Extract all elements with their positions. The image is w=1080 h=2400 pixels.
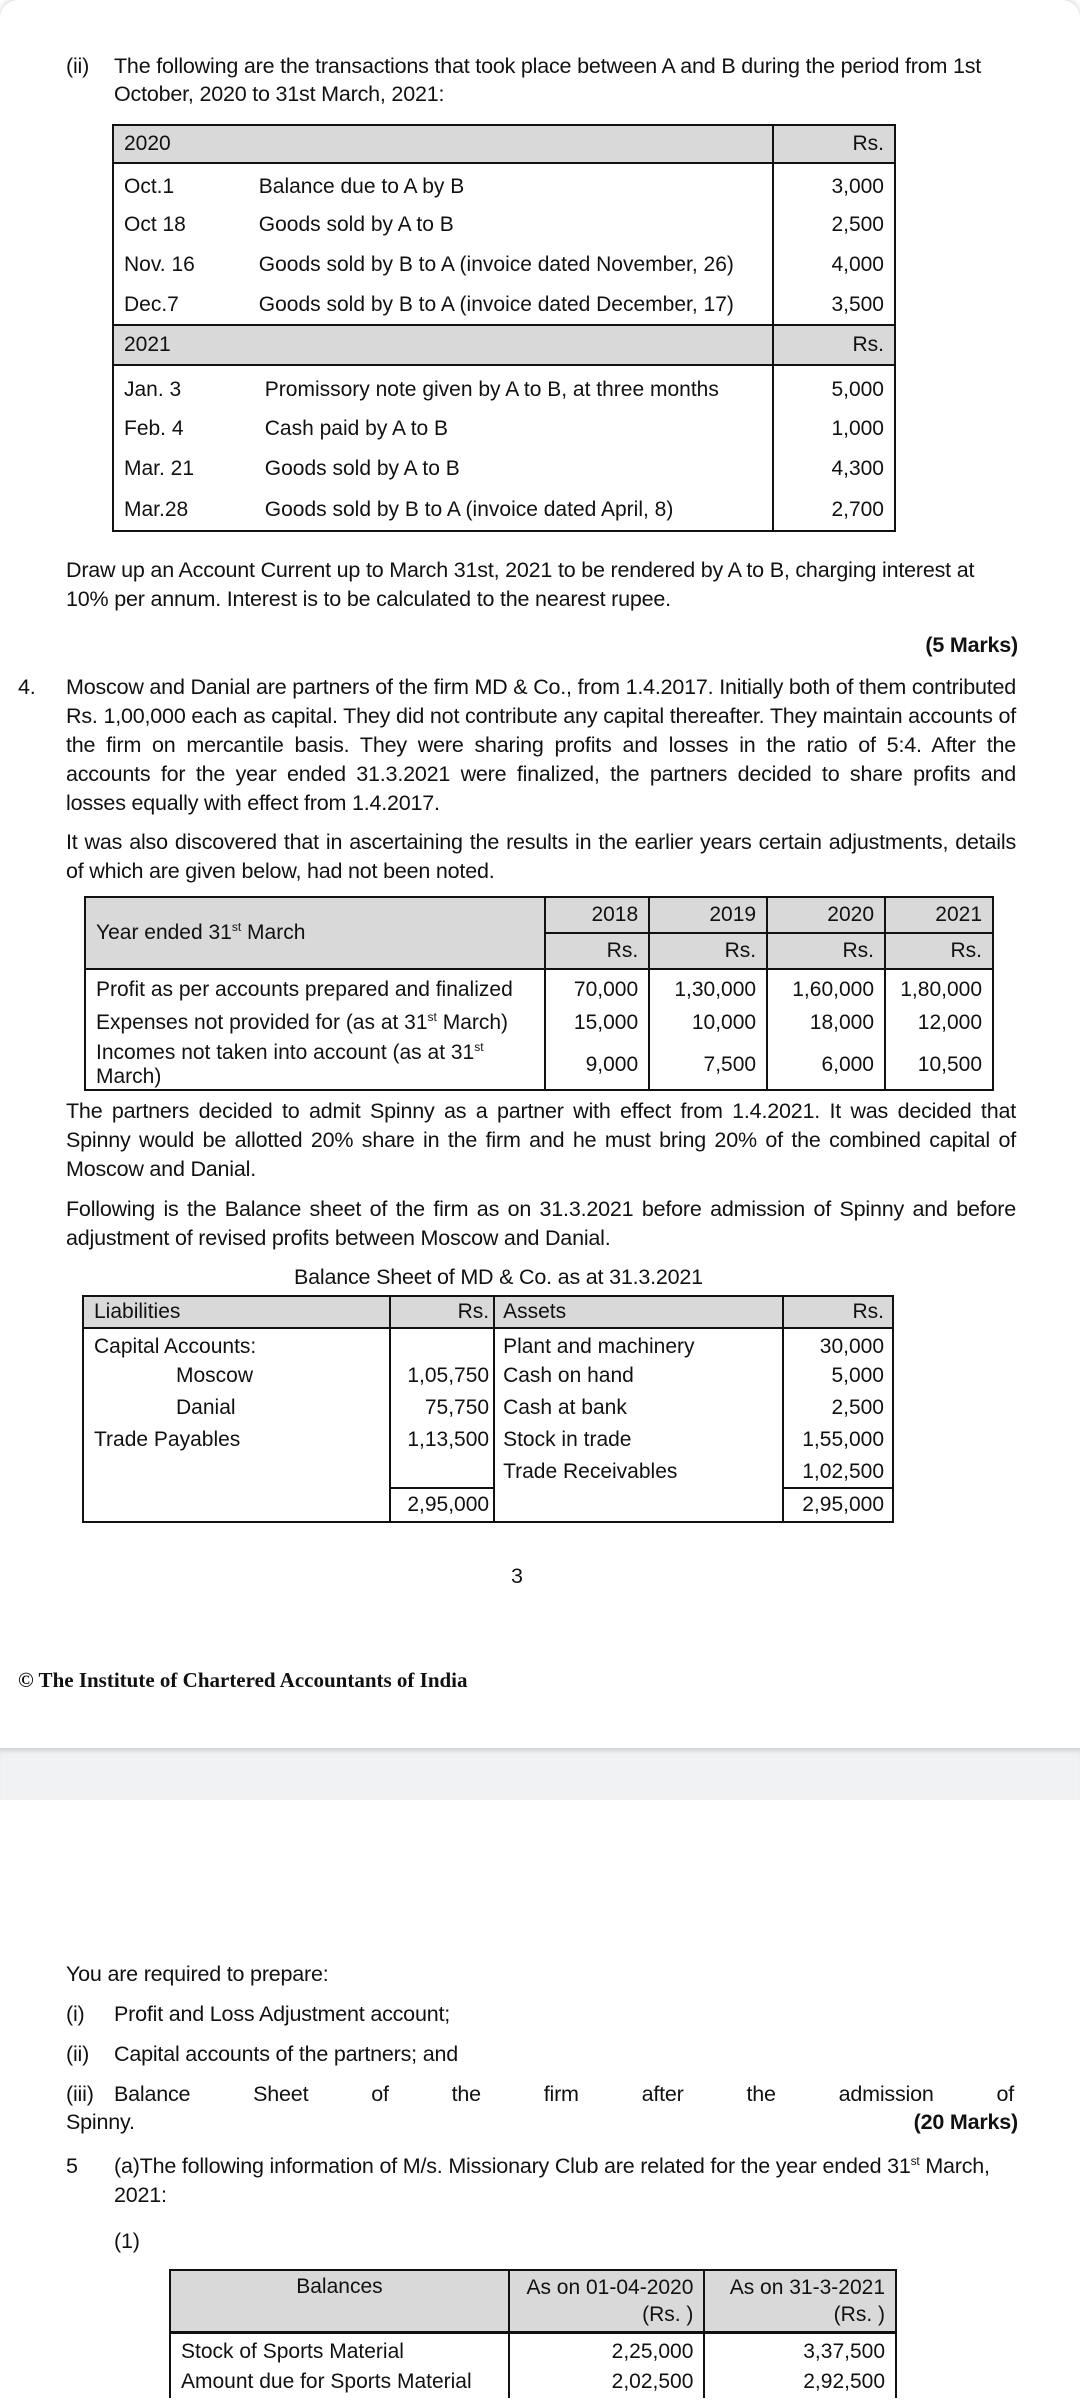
q3ii-intro-line1: The following are the transactions that took place between A and B during the period from 1st xyxy=(114,54,982,78)
q5-intro-line2: 2021: xyxy=(114,2183,167,2207)
adj-header-label: Year ended 31st March xyxy=(85,897,545,969)
bs-total-row xyxy=(83,1488,893,1522)
table-row xyxy=(83,1360,893,1392)
liabilities-header: Liabilities xyxy=(83,1296,390,1328)
asset-amount: 2,500 xyxy=(783,1392,893,1424)
req-text-ii: Capital accounts of the partners; and xyxy=(114,2042,458,2066)
row-desc: Goods sold by B to A (invoice dated December, 17) xyxy=(258,292,734,316)
row-value: 10,000 xyxy=(649,1005,767,1041)
req-label-ii: (ii) xyxy=(66,2042,90,2066)
q5-intro-line1: (a)The following information of M/s. Missionary Club are related for the year ended 31st March, xyxy=(114,2153,990,2178)
row-date: Mar. 21 xyxy=(113,449,255,489)
row-label: Incomes not taken into account (as at 31st March) xyxy=(85,1041,545,1090)
assets-unit: Rs. xyxy=(783,1296,893,1328)
row-value: 10,500 xyxy=(885,1041,993,1090)
row-desc: Balance due to A by B xyxy=(258,174,465,198)
row-amount: 2,500 xyxy=(773,205,895,245)
row-amount: 3,000 xyxy=(773,163,895,205)
adj-row-expenses xyxy=(85,1005,993,1041)
q4-marks: (20 Marks) xyxy=(913,2110,1018,2134)
liability-label: Danial xyxy=(83,1392,390,1424)
adjustments-table xyxy=(84,896,994,1091)
row-amount: 2,700 xyxy=(773,489,895,531)
year-2019: 2019 xyxy=(649,897,767,933)
section-header-2021 xyxy=(113,325,895,365)
row-value: 7,500 xyxy=(649,1041,767,1090)
row-desc: Goods sold by A to B xyxy=(258,213,454,236)
table-row xyxy=(113,489,895,531)
unit-label: Rs. xyxy=(885,933,993,969)
unit-2020: Rs. xyxy=(773,125,895,163)
table-row xyxy=(113,163,895,205)
row-value: 1,30,000 xyxy=(649,969,767,1005)
row-desc: Goods sold by B to A (invoice dated April, 8) xyxy=(264,497,674,521)
row-date: Mar.28 xyxy=(113,489,255,531)
row-value: 3,37,500 xyxy=(704,2332,896,2366)
req-text-iii-cont: Spinny. xyxy=(66,2110,135,2134)
asset-amount: 1,55,000 xyxy=(783,1424,893,1456)
asset-amount: 30,000 xyxy=(783,1328,893,1360)
row-amount: 4,300 xyxy=(773,449,895,489)
year-2020: 2020 xyxy=(113,125,773,163)
row-label: Stock of Sports Material xyxy=(170,2332,509,2366)
row-label: Amount due for Sports Material xyxy=(170,2366,509,2398)
unit-label: Rs. xyxy=(545,933,649,969)
q3-marks: (5 Marks) xyxy=(925,633,1018,657)
table-row xyxy=(83,1392,893,1424)
row-amount: 4,000 xyxy=(773,245,895,285)
liability-amount: 75,750 xyxy=(390,1392,494,1424)
row-value: 70,000 xyxy=(545,969,649,1005)
table-row xyxy=(170,2332,896,2366)
asset-label: Plant and machinery xyxy=(494,1328,783,1360)
date-header-closing: As on 31-3-2021 xyxy=(704,2270,896,2300)
req-text-iii: Balance Sheet of the firm after the admission of xyxy=(114,2082,1014,2106)
q4-para2: It was also discovered that in ascertaining the results in the earlier years certain adjustments, details of which are given below, had not been noted. xyxy=(66,830,1016,883)
q3ii-instruction-line2: 10% per annum. Interest is to be calculated to the nearest rupee. xyxy=(66,587,671,611)
q3ii-intro-line2: October, 2020 to 31st March, 2021: xyxy=(114,82,445,106)
unit-label: (Rs. ) xyxy=(509,2300,705,2332)
row-desc: Goods sold by B to A (invoice dated November, 26) xyxy=(258,253,734,276)
row-date: Nov. 16 xyxy=(113,245,255,285)
adj-row-incomes xyxy=(85,1041,993,1090)
row-value: 15,000 xyxy=(545,1005,649,1041)
table-row xyxy=(113,245,895,285)
row-date: Feb. 4 xyxy=(113,409,255,449)
row-value: 2,92,500 xyxy=(704,2366,896,2398)
row-label: Profit as per accounts prepared and finalized xyxy=(85,969,545,1005)
q4-para1: Moscow and Danial are partners of the firm MD & Co., from 1.4.2017. Initially both of them contributed Rs. 1,00,000 each as capital. They did not contribute any capital thereafter. They maintain accounts of the firm on mercantile basis. They were sharing profits and losses in the ratio of 5:4. After the accounts for the year ended 31.3.2021 were finalized, the partners decided to share profits and losses equally with effect from 1.4.2017. xyxy=(66,675,1016,815)
unit-label: Rs. xyxy=(767,933,885,969)
row-amount: 1,000 xyxy=(773,409,895,449)
liability-amount: 1,05,750 xyxy=(390,1360,494,1392)
assets-header: Assets xyxy=(494,1296,783,1328)
q4-para3: The partners decided to admit Spinny as a partner with effect from 1.4.2021. It was decided that Spinny would be allotted 20% share in the firm and he must bring 20% of the combined capital of Moscow and Danial. xyxy=(66,1099,1016,1181)
asset-label: Cash at bank xyxy=(494,1392,783,1424)
row-value: 9,000 xyxy=(545,1041,649,1090)
asset-label: Cash on hand xyxy=(494,1360,783,1392)
req-text-i: Profit and Loss Adjustment account; xyxy=(114,2002,451,2026)
adj-header-years xyxy=(85,897,993,933)
table-row xyxy=(113,409,895,449)
row-value: 2,25,000 xyxy=(509,2332,705,2366)
section-header-2020 xyxy=(113,125,895,163)
table-row xyxy=(113,285,895,325)
q5-number: 5 xyxy=(66,2154,78,2178)
req-label-iii: (iii) xyxy=(66,2082,94,2106)
row-value: 12,000 xyxy=(885,1005,993,1041)
row-date: Jan. 3 xyxy=(113,365,255,409)
req-label-i: (i) xyxy=(66,2002,85,2026)
row-value: 6,000 xyxy=(767,1041,885,1090)
unit-label: (Rs. ) xyxy=(704,2300,896,2332)
liability-label: Capital Accounts: xyxy=(83,1328,390,1360)
year-2020: 2020 xyxy=(767,897,885,933)
transactions-table xyxy=(112,124,896,532)
liability-amount xyxy=(390,1328,494,1360)
empty-cell xyxy=(494,1488,783,1522)
row-date: Oct.1 xyxy=(113,163,255,205)
empty-cell xyxy=(83,1488,390,1522)
balance-sheet-title: Balance Sheet of MD & Co. as at 31.3.2021 xyxy=(294,1265,703,1289)
row-label: Expenses not provided for (as at 31st March) xyxy=(85,1005,545,1041)
year-2021: 2021 xyxy=(885,897,993,933)
liability-label xyxy=(83,1456,390,1488)
q4-number: 4. xyxy=(18,675,36,699)
liability-amount: 1,13,500 xyxy=(390,1424,494,1456)
q3ii-label: (ii) xyxy=(66,54,90,78)
year-2021: 2021 xyxy=(113,325,773,365)
row-desc: Promissory note given by A to B, at three months xyxy=(264,377,719,401)
date-header-opening: As on 01-04-2020 xyxy=(509,2270,705,2300)
copyright-footer: © The Institute of Chartered Accountants of India xyxy=(18,1668,468,1692)
club-header-row xyxy=(170,2270,896,2300)
page-separator xyxy=(0,1748,1080,1800)
table-row xyxy=(113,449,895,489)
asset-amount: 5,000 xyxy=(783,1360,893,1392)
row-value: 18,000 xyxy=(767,1005,885,1041)
total-liabilities: 2,95,000 xyxy=(390,1488,494,1522)
bs-header xyxy=(83,1296,893,1328)
row-date: Oct 18 xyxy=(113,205,255,245)
asset-amount: 1,02,500 xyxy=(783,1456,893,1488)
row-desc: Cash paid by A to B xyxy=(264,417,449,440)
row-amount: 5,000 xyxy=(773,365,895,409)
unit-2021: Rs. xyxy=(773,325,895,365)
total-assets: 2,95,000 xyxy=(783,1488,893,1522)
unit-label: Rs. xyxy=(649,933,767,969)
table-row xyxy=(113,205,895,245)
liability-label: Moscow xyxy=(83,1360,390,1392)
row-value: 1,60,000 xyxy=(767,969,885,1005)
liabilities-unit: Rs. xyxy=(390,1296,494,1328)
table-row xyxy=(83,1328,893,1360)
balance-sheet-table xyxy=(82,1295,894,1523)
q4-para4: Following is the Balance sheet of the firm as on 31.3.2021 before admission of Spinny and before adjustment of revised profits between Moscow and Danial. xyxy=(66,1197,1016,1250)
year-2018: 2018 xyxy=(545,897,649,933)
table-row xyxy=(83,1424,893,1456)
club-balances-table xyxy=(169,2269,897,2398)
table-row xyxy=(170,2366,896,2398)
row-value: 2,02,500 xyxy=(509,2366,705,2398)
table-row xyxy=(83,1456,893,1488)
document-page-2 xyxy=(0,1800,1080,2400)
row-date: Dec.7 xyxy=(113,285,255,325)
row-value: 1,80,000 xyxy=(885,969,993,1005)
asset-label: Trade Receivables xyxy=(494,1456,783,1488)
row-amount: 3,500 xyxy=(773,285,895,325)
asset-label: Stock in trade xyxy=(494,1424,783,1456)
row-desc: Goods sold by A to B xyxy=(264,457,460,480)
liability-amount xyxy=(390,1456,494,1488)
liability-label: Trade Payables xyxy=(83,1424,390,1456)
page-number: 3 xyxy=(511,1564,523,1588)
table-row xyxy=(113,365,895,409)
balances-header: Balances xyxy=(170,2270,509,2332)
adj-row-profit xyxy=(85,969,993,1005)
q3ii-instruction-line1: Draw up an Account Current up to March 31st, 2021 to be rendered by A to B, charging interest at xyxy=(66,558,975,582)
requirements-intro: You are required to prepare: xyxy=(66,1962,329,1986)
q5-sub-label: (1) xyxy=(114,2229,140,2253)
